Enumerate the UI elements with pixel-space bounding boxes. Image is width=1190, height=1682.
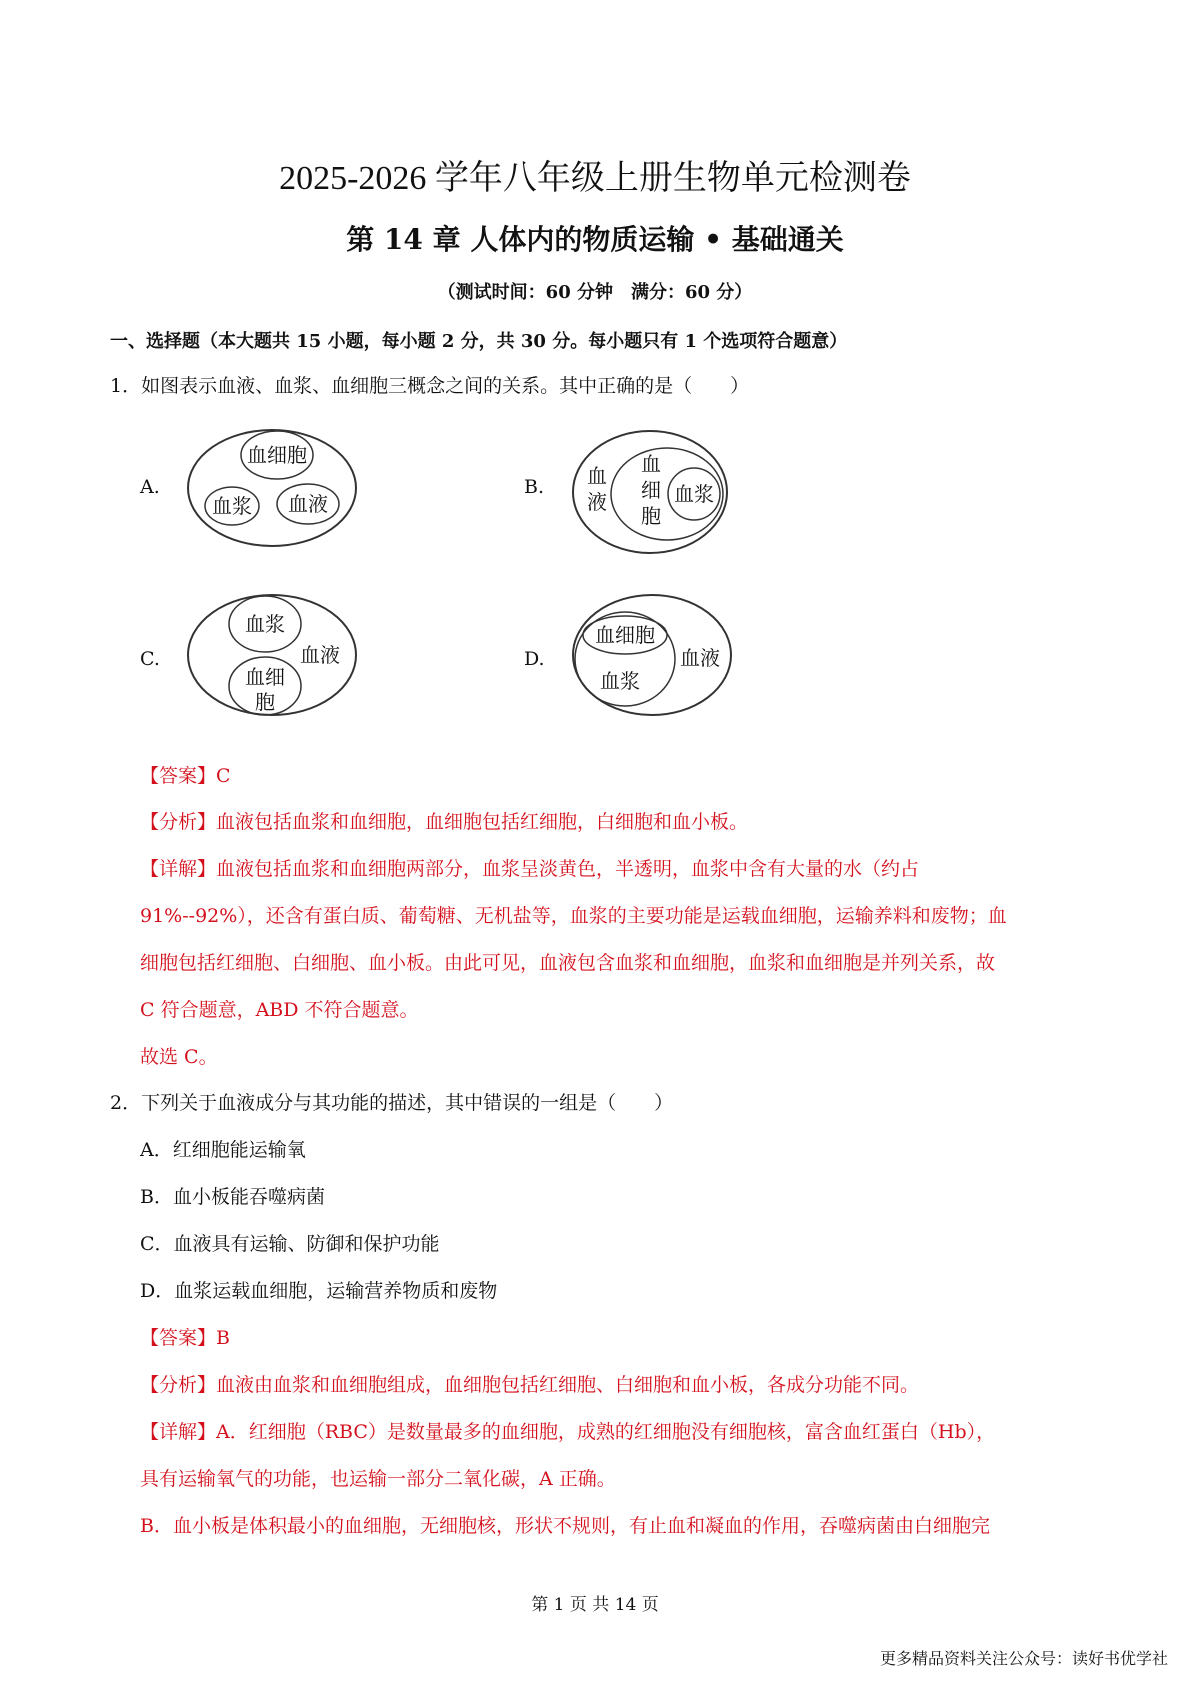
b-label-xue: 血 bbox=[587, 464, 607, 488]
a-label-xuejiang: 血浆 bbox=[212, 494, 252, 518]
c-label-bao: 胞 bbox=[255, 690, 275, 714]
b-label-xi: 细 bbox=[641, 478, 661, 502]
section-heading: 一、选择题（本大题共 15 小题，每小题 2 分，共 30 分。每小题只有 1 个选项符合题意） bbox=[110, 331, 848, 352]
b-label-xue2: 血 bbox=[641, 452, 661, 476]
chapter-subtitle: 第 14 章 人体内的物质运输 • 基础通关 bbox=[346, 223, 844, 256]
a-label-xueye: 血液 bbox=[288, 492, 328, 516]
q1-detail-line-3: 细胞包括红细胞、白细胞、血小板。由此可见，血液包含血浆和血细胞，血浆和血细胞是并列关系，故 bbox=[140, 952, 996, 974]
q1-analysis: 【分析】血液包括血浆和血细胞，血细胞包括红细胞，白细胞和血小板。 bbox=[140, 811, 749, 833]
q1-option-b-label[interactable]: B. bbox=[524, 476, 545, 498]
q1-option-a-diagram[interactable] bbox=[185, 428, 360, 552]
c-label-xueye: 血液 bbox=[300, 643, 340, 667]
q2-option-b[interactable]: B．血小板能吞噬病菌 bbox=[140, 1186, 325, 1208]
c-label-xuexi: 血细 bbox=[245, 665, 285, 689]
q2-stem: 2．下列关于血液成分与其功能的描述，其中错误的一组是（ ） bbox=[110, 1092, 674, 1114]
q1-detail-line-4: C 符合题意，ABD 不符合题意。 bbox=[140, 999, 419, 1021]
q2-analysis: 【分析】血液由血浆和血细胞组成，血细胞包括红细胞、白细胞和血小板，各成分功能不同。 bbox=[140, 1374, 920, 1396]
promo-text: 更多精品资料关注公众号：读好书优学社 bbox=[879, 1649, 1168, 1668]
d-label-xuexibao: 血细胞 bbox=[595, 623, 655, 647]
d-label-xuejiang: 血浆 bbox=[600, 669, 640, 693]
q1-option-c-label[interactable]: C. bbox=[140, 648, 160, 670]
q1-stem: 1．如图表示血液、血浆、血细胞三概念之间的关系。其中正确的是（ ） bbox=[110, 375, 750, 397]
b-label-xuejiang: 血浆 bbox=[674, 482, 714, 506]
q2-option-d[interactable]: D．血浆运载血细胞，运输营养物质和废物 bbox=[140, 1280, 498, 1302]
q2-option-a[interactable]: A．红细胞能运输氧 bbox=[140, 1139, 306, 1161]
page-number: 第 1 页 共 14 页 bbox=[531, 1595, 659, 1615]
q1-option-b-diagram[interactable] bbox=[570, 428, 730, 560]
q1-option-c-diagram[interactable] bbox=[185, 593, 360, 722]
q1-conclusion: 故选 C。 bbox=[140, 1046, 218, 1068]
test-info: （测试时间：60 分钟 满分：60 分） bbox=[437, 282, 753, 303]
q2-detail-line-2: 具有运输氧气的功能，也运输一部分二氧化碳，A 正确。 bbox=[140, 1468, 616, 1490]
b-label-ye: 液 bbox=[587, 490, 607, 514]
page-title: 2025-2026 学年八年级上册生物单元检测卷 bbox=[279, 160, 911, 197]
q1-option-d-label[interactable]: D. bbox=[524, 648, 545, 670]
q1-answer: 【答案】C bbox=[140, 765, 231, 787]
c-label-xuejiang: 血浆 bbox=[245, 612, 285, 636]
d-label-xueye: 血液 bbox=[680, 646, 720, 670]
q1-detail-line-2: 91%--92%），还含有蛋白质、葡萄糖、无机盐等，血浆的主要功能是运载血细胞，运输养料和废物；血 bbox=[140, 905, 1007, 927]
q2-detail-line-3: B．血小板是体积最小的血细胞，无细胞核，形状不规则，有止血和凝血的作用，吞噬病菌由白细胞完 bbox=[140, 1515, 990, 1537]
q1-detail-line-1: 【详解】血液包括血浆和血细胞两部分，血浆呈淡黄色，半透明，血浆中含有大量的水（约占 bbox=[140, 858, 920, 880]
a-label-xuexibao: 血细胞 bbox=[247, 443, 307, 467]
q2-option-c[interactable]: C．血液具有运输、防御和保护功能 bbox=[140, 1233, 440, 1255]
q2-detail-line-1: 【详解】A．红细胞（RBC）是数量最多的血细胞，成熟的红细胞没有细胞核，富含血红蛋白（Hb）， bbox=[140, 1421, 996, 1443]
q1-option-d-diagram[interactable] bbox=[570, 593, 735, 722]
q1-option-a-label[interactable]: A. bbox=[140, 476, 160, 498]
b-label-bao: 胞 bbox=[641, 504, 661, 528]
q2-answer: 【答案】B bbox=[140, 1327, 230, 1349]
